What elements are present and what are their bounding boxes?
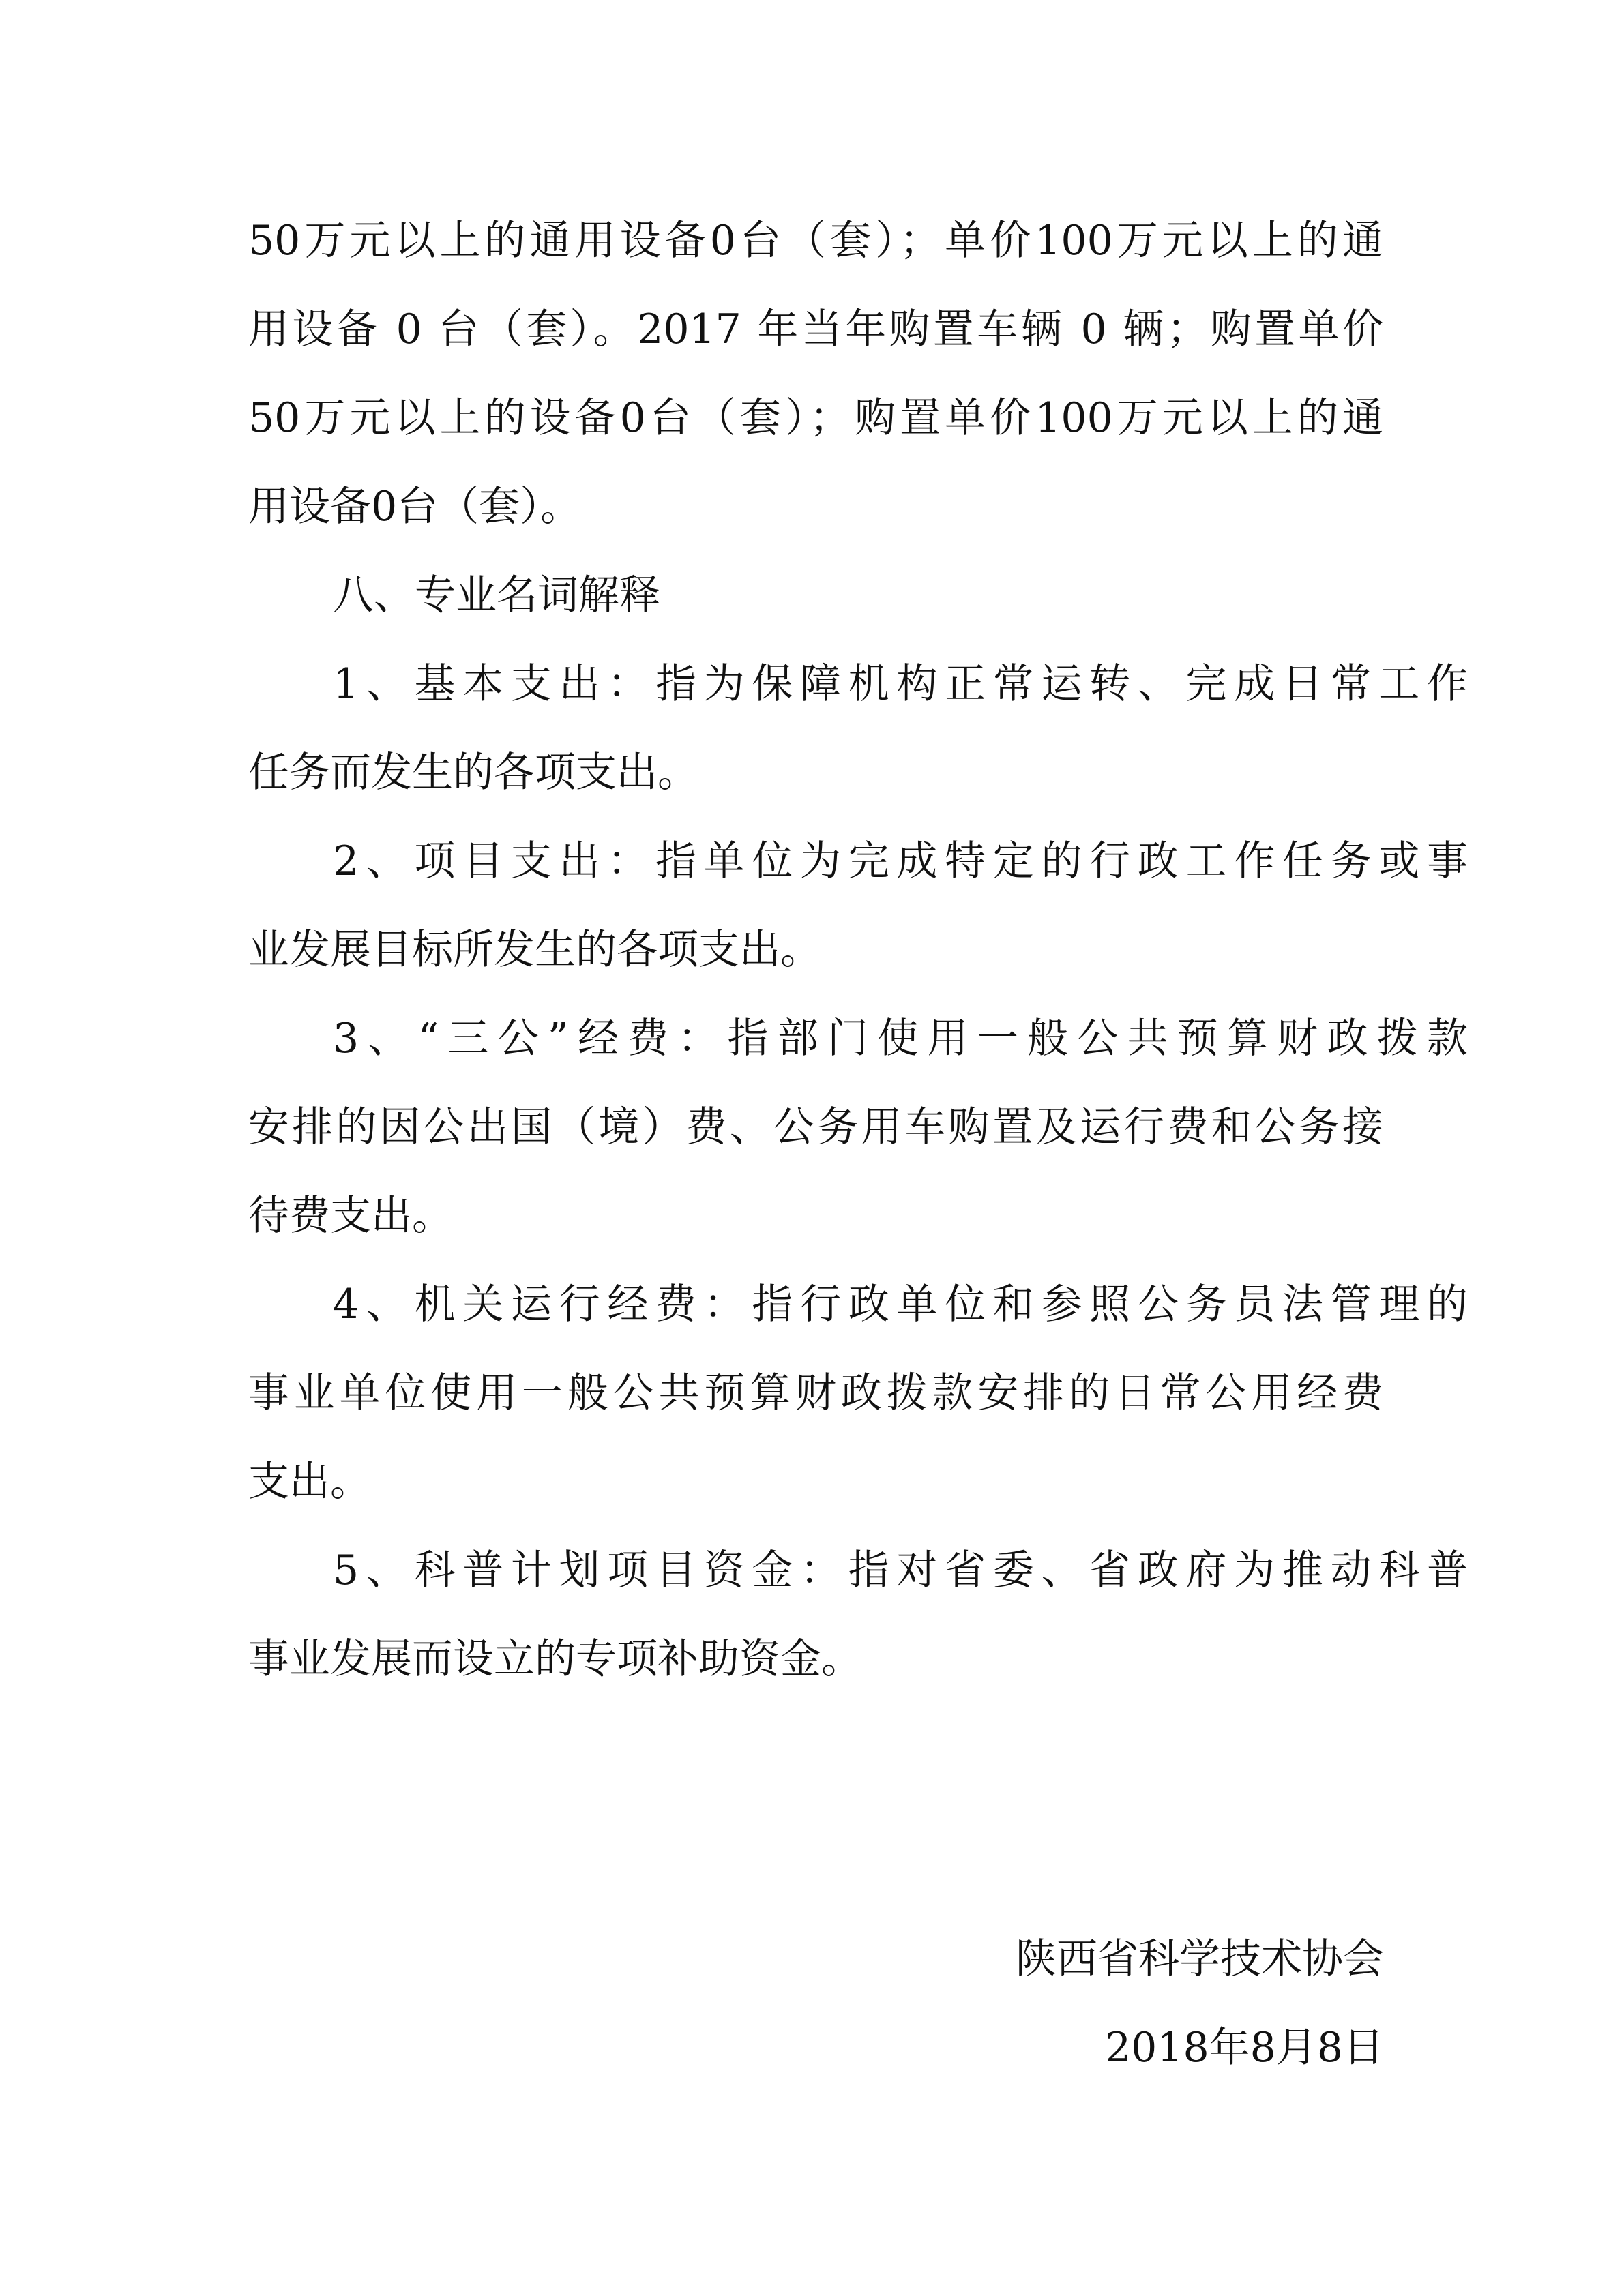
signature-date: 2018年8月8日 bbox=[1104, 2024, 1384, 2072]
paragraph-line: 用设备 0 台（套）。2017 年当年购置车辆 0 辆；购置单价 bbox=[248, 305, 1383, 353]
definition-project-expenditure: 2、项目支出：指单位为完成特定的行政工作任务或事 bbox=[333, 837, 1468, 885]
definition-three-public-expenses: 3、“三公”经费：指部门使用一般公共预算财政拨款 bbox=[333, 1015, 1468, 1062]
definition-operating-expenses: 4、机关运行经费：指行政单位和参照公务员法管理的 bbox=[333, 1281, 1468, 1328]
paragraph-line: 事业发展而设立的专项补助资金。 bbox=[248, 1635, 862, 1683]
paragraph-line: 任务而发生的各项支出。 bbox=[248, 749, 698, 796]
paragraph-line: 50万元以上的设备0台（套）；购置单价100万元以上的通 bbox=[248, 394, 1383, 442]
paragraph-line: 用设备0台（套）。 bbox=[248, 483, 582, 531]
section-heading: 八、专业名词解释 bbox=[333, 571, 660, 619]
definition-science-project-funds: 5、科普计划项目资金：指对省委、省政府为推动科普 bbox=[333, 1547, 1468, 1594]
paragraph-line: 安排的因公出国（境）费、公务用车购置及运行费和公务接 bbox=[248, 1103, 1383, 1151]
paragraph-line: 业发展目标所发生的各项支出。 bbox=[248, 926, 821, 974]
signature-organization: 陕西省科学技术协会 bbox=[1016, 1935, 1384, 1983]
definition-basic-expenditure: 1、基本支出：指为保障机构正常运转、完成日常工作 bbox=[333, 660, 1468, 708]
paragraph-line: 50万元以上的通用设备0台（套）；单价100万元以上的通 bbox=[248, 217, 1383, 265]
paragraph-line: 事业单位使用一般公共预算财政拨款安排的日常公用经费 bbox=[248, 1369, 1383, 1417]
paragraph-line: 待费支出。 bbox=[248, 1192, 453, 1240]
paragraph-line: 支出。 bbox=[248, 1458, 371, 1506]
